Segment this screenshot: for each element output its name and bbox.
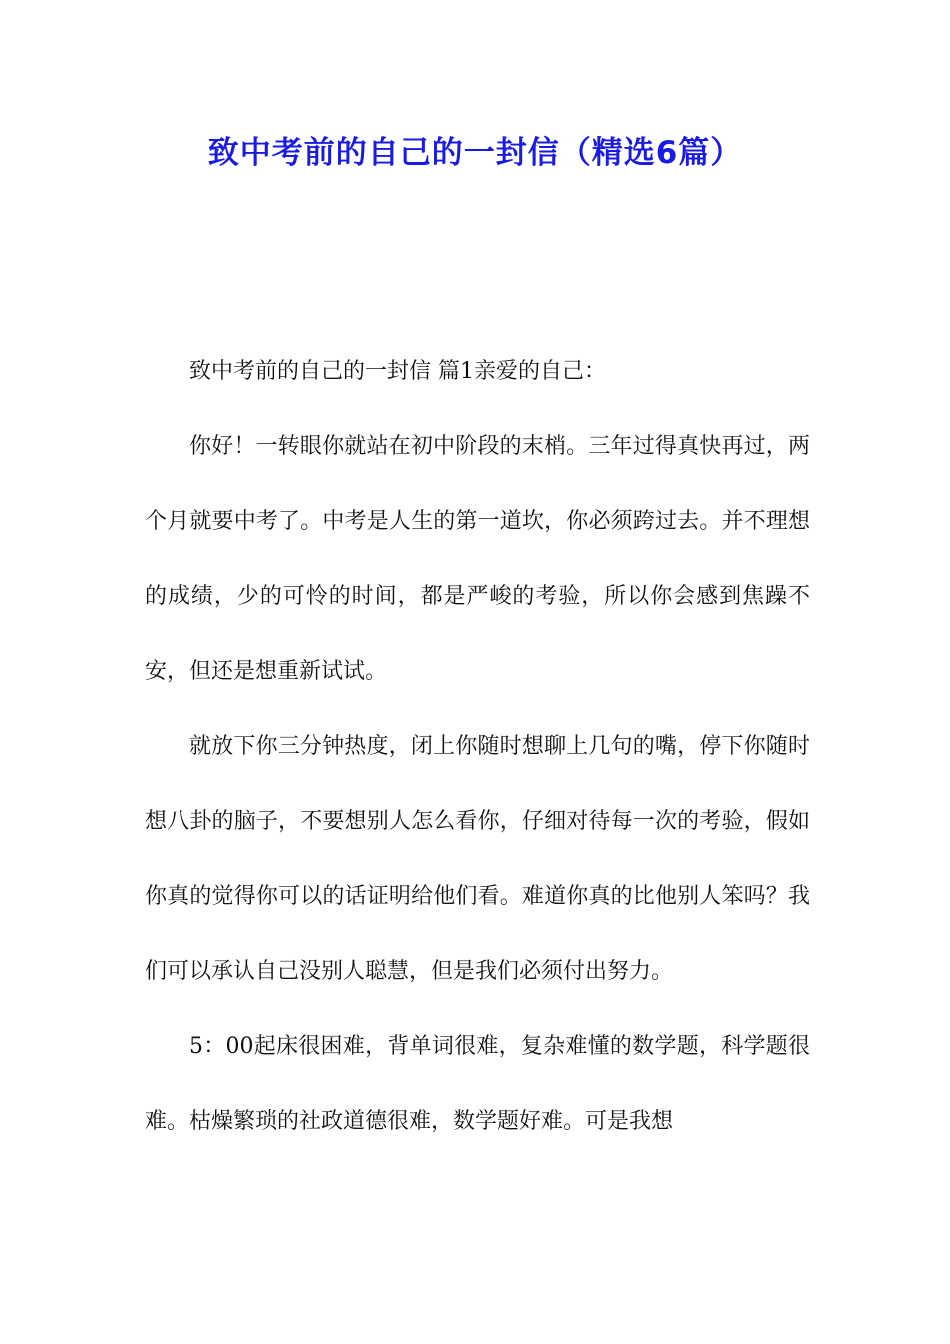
document-body xyxy=(145,334,810,1159)
paragraph-2: 就放下你三分钟热度，闭上你随时想聊上几句的嘴，停下你随时想八卦的脑子，不要想别人怎么看你，仔细对待每一次的考验，假如你真的觉得你可以的话证明给他们看。难道你真的比他别人笨吗？我们可以承认自己没别人聪慧，但是我们必须付出努力。 xyxy=(145,734,810,984)
paragraph-greeting: 致中考前的自己的一封信 篇1亲爱的自己： xyxy=(189,359,606,384)
document-title: 致中考前的自己的一封信（精选6篇） xyxy=(207,135,743,171)
paragraph-3: 5：00起床很困难，背单词很难，复杂难懂的数学题，科学题很难。枯燥繁琐的社政道德很难，数学题好难。可是我想 xyxy=(145,1034,810,1134)
paragraph-1: 你好！一转眼你就站在初中阶段的末梢。三年过得真快再过，两个月就要中考了。中考是人生的第一道坎，你必须跨过去。并不理想的成绩，少的可怜的时间，都是严峻的考验，所以你会感到焦躁不安，但还是想重新试试。 xyxy=(145,434,810,684)
